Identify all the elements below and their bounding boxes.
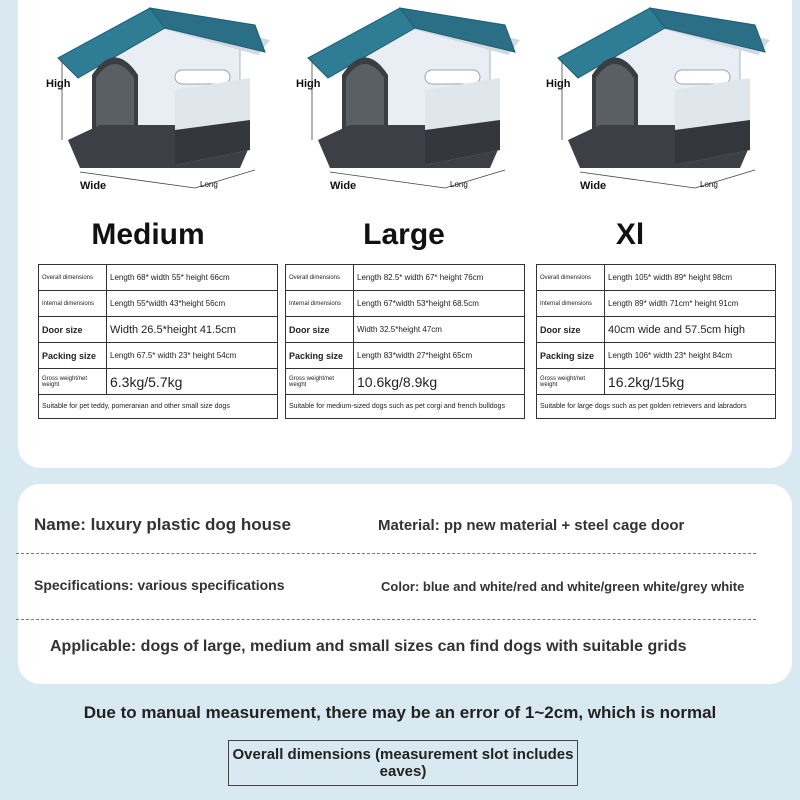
length-label: Long <box>450 180 468 189</box>
spec-note: Suitable for pet teddy, pomeranian and other small size dogs <box>39 395 278 419</box>
spec-value: Length 55*width 43*height 56cm <box>107 291 278 317</box>
dog-house-illustration <box>540 0 790 210</box>
table-row <box>286 369 525 395</box>
spec-key: Internal dimensions <box>537 291 605 317</box>
width-label: Wide <box>80 180 107 192</box>
length-label: Long <box>200 180 218 189</box>
spec-key: Gross weight/net weight <box>537 369 605 395</box>
dog-house-illustration <box>290 0 540 210</box>
spec-key: Internal dimensions <box>39 291 107 317</box>
table-row <box>39 265 278 291</box>
size-title-xl: Xl <box>615 218 645 251</box>
overall-dimensions-note: Overall dimensions (measurement slot includes eaves) <box>228 740 578 786</box>
height-label: High <box>46 78 71 90</box>
spec-value: Length 83*width 27*height 65cm <box>354 343 525 369</box>
product-name: Name: luxury plastic dog house <box>34 515 291 534</box>
dog-house-image <box>40 0 290 210</box>
width-label: Wide <box>580 180 607 192</box>
spec-note: Suitable for medium-sized dogs such as pet corgi and french bulldogs <box>286 395 525 419</box>
divider <box>16 619 756 620</box>
spec-key: Internal dimensions <box>286 291 354 317</box>
width-label: Wide <box>330 180 357 192</box>
height-label: High <box>296 78 321 90</box>
height-label: High <box>546 78 571 90</box>
spec-key: Door size <box>39 317 107 343</box>
spec-value: Length 68* width 55* height 66cm <box>107 265 278 291</box>
spec-key: Overall dimensions <box>537 265 605 291</box>
size-title-medium: Medium <box>91 218 205 251</box>
spec-value: Length 82.5* width 67* height 76cm <box>354 265 525 291</box>
spec-table-xl <box>536 264 776 419</box>
table-row <box>537 395 776 419</box>
measurement-notice: Due to manual measurement, there may be an error of 1~2cm, which is normal <box>83 703 717 722</box>
spec-value: Width 26.5*height 41.5cm <box>107 317 278 343</box>
spec-value: Length 106* width 23* height 84cm <box>605 343 776 369</box>
dog-house-illustration <box>40 0 290 210</box>
spec-value: 40cm wide and 57.5cm high <box>605 317 776 343</box>
table-row <box>286 291 525 317</box>
spec-key: Packing size <box>39 343 107 369</box>
spec-value: Length 105* width 89* height 98cm <box>605 265 776 291</box>
table-row <box>537 291 776 317</box>
spec-value: Length 89* width 71cm* height 91cm <box>605 291 776 317</box>
spec-key: Overall dimensions <box>39 265 107 291</box>
spec-key: Gross weight/net weight <box>286 369 354 395</box>
table-row <box>39 395 278 419</box>
spec-key: Overall dimensions <box>286 265 354 291</box>
table-row <box>537 317 776 343</box>
table-row <box>286 265 525 291</box>
divider <box>16 553 756 554</box>
table-row <box>537 343 776 369</box>
table-row <box>39 317 278 343</box>
dog-house-image <box>540 0 790 210</box>
table-row <box>537 369 776 395</box>
table-row <box>286 395 525 419</box>
table-row <box>286 343 525 369</box>
spec-key: Packing size <box>286 343 354 369</box>
spec-value: Length 67*width 53*height 68.5cm <box>354 291 525 317</box>
dog-house-image <box>290 0 540 210</box>
product-material: Material: pp new material + steel cage door <box>378 517 685 534</box>
spec-table-medium <box>38 264 278 419</box>
length-label: Long <box>700 180 718 189</box>
product-applicable: Applicable: dogs of large, medium and small sizes can find dogs with suitable grids <box>50 638 687 655</box>
table-row <box>286 317 525 343</box>
spec-table-large <box>285 264 525 419</box>
spec-note: Suitable for large dogs such as pet golden retrievers and labradors <box>537 395 776 419</box>
spec-value: 10.6kg/8.9kg <box>354 369 525 395</box>
product-color: Color: blue and white/red and white/green white/grey white <box>381 579 745 594</box>
spec-value: 6.3kg/5.7kg <box>107 369 278 395</box>
table-row <box>537 265 776 291</box>
product-specifications: Specifications: various specifications <box>34 577 285 593</box>
spec-key: Door size <box>537 317 605 343</box>
table-row <box>39 343 278 369</box>
spec-key: Gross weight/net weight <box>39 369 107 395</box>
spec-key: Packing size <box>537 343 605 369</box>
spec-value: Width 32.5*height 47cm <box>354 317 525 343</box>
table-row <box>39 291 278 317</box>
spec-key: Door size <box>286 317 354 343</box>
table-row <box>39 369 278 395</box>
size-title-large: Large <box>363 218 445 251</box>
spec-value: 16.2kg/15kg <box>605 369 776 395</box>
spec-value: Length 67.5* width 23* height 54cm <box>107 343 278 369</box>
